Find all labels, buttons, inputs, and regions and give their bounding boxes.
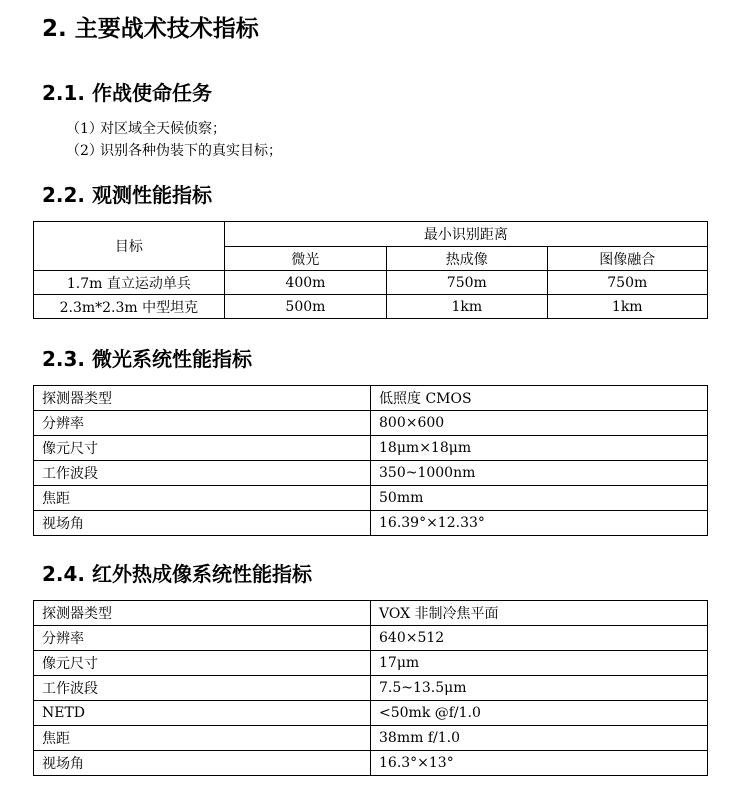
subsection-title-thermal: 2.4. 红外热成像系统性能指标 [42,562,312,586]
list-item [66,140,282,162]
table-header-cell: 微光 [224,247,386,271]
spec-value: <50mk @f/1.0 [371,701,708,726]
table-header-cell: 热成像 [387,247,547,271]
spec-label: 分辨率 [34,626,371,651]
thermal-spec-table [33,600,708,776]
table-cell: 1km [387,295,547,319]
spec-value: 16.3°×13° [371,751,708,776]
table-row [34,411,708,436]
spec-value: 50mm [371,486,708,511]
table-row [34,626,708,651]
list-item-text: 识别各种伪装下的真实目标； [100,143,282,159]
table-row [34,461,708,486]
table-header-cell: 目标 [34,222,225,271]
table-cell: 750m [387,271,547,295]
table-row [34,726,708,751]
table-header-row [34,222,708,247]
spec-value: 38mm f/1.0 [371,726,708,751]
list-item-text: 对区域全天候侦察； [100,121,226,137]
spec-label: 探测器类型 [34,601,371,626]
subsection-title-mission: 2.1. 作战使命任务 [42,81,212,105]
table-row [34,676,708,701]
spec-label: 探测器类型 [34,386,371,411]
spec-label: 工作波段 [34,461,371,486]
subsection-title-lowlight: 2.3. 微光系统性能指标 [42,347,252,371]
list-item-number: （2） [66,143,103,159]
spec-label: 焦距 [34,486,371,511]
table-row [34,295,708,319]
table-row [34,486,708,511]
table-row [34,386,708,411]
table-row [34,651,708,676]
table-cell: 500m [224,295,386,319]
spec-label: 视场角 [34,751,371,776]
spec-value: 18μm×18μm [371,436,708,461]
table-row [34,511,708,536]
spec-value: 350~1000nm [371,461,708,486]
spec-label: 像元尺寸 [34,651,371,676]
table-header-cell: 最小识别距离 [224,222,707,247]
spec-label: 焦距 [34,726,371,751]
table-row [34,701,708,726]
table-row [34,601,708,626]
list-item-number: （1） [66,121,103,137]
table-header-cell: 图像融合 [547,247,708,271]
table-cell: 400m [224,271,386,295]
lowlight-spec-table [33,385,708,536]
observation-table [33,221,708,319]
spec-label: 分辨率 [34,411,371,436]
table-cell: 750m [547,271,708,295]
table-cell: 1km [547,295,708,319]
table-row [34,436,708,461]
mission-list [66,118,282,162]
spec-value: 800×600 [371,411,708,436]
list-item [66,118,282,140]
spec-value: 低照度 CMOS [371,386,708,411]
spec-value: 17μm [371,651,708,676]
spec-label: 像元尺寸 [34,436,371,461]
table-cell: 1.7m 直立运动单兵 [34,271,225,295]
spec-value: 640×512 [371,626,708,651]
spec-label: 工作波段 [34,676,371,701]
table-row [34,271,708,295]
spec-label: 视场角 [34,511,371,536]
spec-value: 16.39°×12.33° [371,511,708,536]
table-cell: 2.3m*2.3m 中型坦克 [34,295,225,319]
spec-value: 7.5~13.5μm [371,676,708,701]
section-heading: 2. 主要战术技术指标 [42,16,259,42]
spec-label: NETD [34,701,371,726]
table-row [34,751,708,776]
spec-value: VOX 非制冷焦平面 [371,601,708,626]
subsection-title-observation: 2.2. 观测性能指标 [42,183,212,207]
